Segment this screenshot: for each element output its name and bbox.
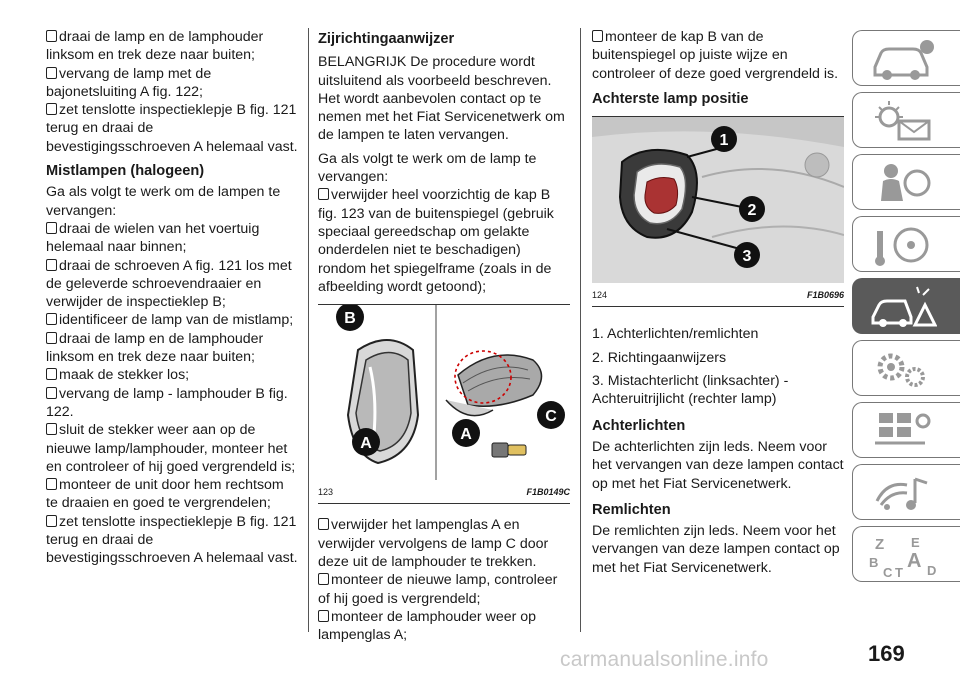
chapter-tabs [852,30,960,630]
bullet-item: vervang de lamp - lamphouder B fig. 122. [46,385,288,420]
figure-number: 123 [318,487,334,498]
column-divider [308,28,309,632]
breakdown-icon [867,285,937,329]
bullet-box-icon [318,188,329,200]
tab-breakdown[interactable] [852,278,960,334]
bullet-item: identificeer de lamp van de mistlamp; [46,311,298,329]
bullet-item: monteer de lamphouder weer op lampenglas A; [318,608,537,644]
bullet-item: maak de stekker los; [46,366,298,384]
index-icon [867,533,947,579]
figure-caption [318,480,570,503]
label-2: 2 [747,202,757,220]
bullet-item: monteer de unit door hem rechtsom te draaien en goed te vergrendelen; [46,477,284,512]
tab-index[interactable] [852,526,960,582]
paragraph: De remlichten zijn leds. Neem voor het vervangen van deze lampen contact op met het Fiat Servicenetwerk. [592,523,840,576]
tab-technical-data[interactable] [852,402,960,458]
column-divider [580,28,581,632]
bullet-item: monteer de kap B van de buitenspiegel op juiste wijze en controleer of deze goed vergrendeld is. [592,29,839,82]
tab-maintenance[interactable] [852,340,960,396]
bullet-box-icon [46,259,57,271]
important-note: BELANGRIJK De procedure wordt uitsluitend als voorbeeld beschreven. Het wordt aanbevolen contact op te nemen met het Fiat Servicenetwerk om de lampen te laten vervangen. [318,54,565,144]
figure-124-image [592,117,844,283]
figure-123 [318,304,570,504]
bullet-item: verwijder het lampenglas A en verwijder vervolgens de lamp C door deze uit de lamphouder te trekken. [318,517,549,571]
page-number: 169 [868,641,905,666]
figure-number: 124 [592,290,608,301]
column-3 [592,28,844,577]
column-2 [318,28,570,645]
label-c: C [545,408,557,426]
paragraph: De achterlichten zijn leds. Neem voor het vervangen van deze lampen contact op met het Fiat Servicenetwerk. [592,438,844,492]
list-item: 3. Mistachterlicht (linksachter) - Achteruitrijlicht (rechter lamp) [592,373,789,408]
bullet-box-icon [46,67,57,79]
bullet-box-icon [318,573,329,585]
bullet-box-icon [46,332,57,344]
tab-multimedia[interactable] [852,464,960,520]
bullet-item: draai de schroeven A fig. 121 los met de geleverde schroevendraaier en verwijder de inspectieklep B; [46,257,292,311]
section-heading-achterste-lamp: Achterste lamp positie [592,90,749,107]
bullet-item: sluit de stekker weer aan op de nieuwe lamp/lamphouder, monteer het en controleer of hij goed vergrendeld is; [46,422,296,475]
index-letter: E [911,535,920,550]
section-heading-zijrichtingaanwijzer: Zijrichtingaanwijzer [318,31,455,47]
bullet-box-icon [46,478,57,490]
figure-124 [592,116,844,307]
label-a: A [460,426,472,444]
intro-text: Ga als volgt te werk om de lampen te vervangen: [46,184,281,219]
bullet-box-icon [592,30,603,42]
bullet-item: verwijder heel voorzichtig de kap B fig. 123 van de buitenspiegel (gebruik speciaal gereedschap om gelakte onderdelen niet te beschadigen) rondom het spiegelframe (zoals in de afbeelding wordt getoond); [318,187,554,295]
tab-car[interactable] [852,30,960,86]
bullet-box-icon [46,387,57,399]
bullet-box-icon [46,515,57,527]
warning-lights-icon [867,99,937,143]
bullet-box-icon [318,610,329,622]
watermark: carmanualsonline.info [560,648,769,671]
bullet-item: zet tenslotte inspectieklepje B fig. 121 terug en draai de bevestigingsschroeven A helemaal vast. [46,513,298,567]
bullet-item: draai de lamp en de lamphouder linksom en trek deze naar buiten; [46,29,264,64]
intro-text: Ga als volgt te werk om de lamp te vervangen: [318,150,537,186]
bullet-box-icon [46,423,57,435]
list-item: 2. Richtingaanwijzers [592,349,727,366]
tab-airbag[interactable] [852,154,960,210]
label-a: A [360,435,372,453]
figure-code: F1B0696 [806,290,844,301]
index-letter: B [869,555,879,570]
tab-warning-lights[interactable] [852,92,960,148]
airbag-icon [867,161,937,205]
bullet-item: draai de lamp en de lamphouder linksom en trek deze naar buiten; [46,330,264,366]
bullet-box-icon [46,368,57,380]
figure-caption [592,283,844,306]
index-letter: T [895,565,903,579]
technical-data-icon [867,409,937,453]
figure-123-image [318,305,570,480]
list-item: 1. Achterlichten/remlichten [592,326,759,343]
bullet-box-icon [46,103,57,115]
rear-lamp-illustration [592,117,844,283]
label-b: B [344,310,356,328]
steering-wheel-icon [867,223,937,267]
bullet-box-icon [46,222,57,234]
bullet-item: monteer de nieuwe lamp, controleer of hij goed is vergrendeld; [318,572,558,607]
bullet-item: draai de wielen van het voertuig helemaal naar binnen; [46,220,260,256]
section-heading-remlichten: Remlichten [592,501,671,518]
maintenance-icon [867,347,937,391]
column-1 [46,28,298,568]
bullet-item: vervang de lamp met de bajonetsluiting A fig. 122; [46,65,212,100]
label-3: 3 [742,248,752,266]
section-heading-achterlichten: Achterlichten [592,417,686,434]
index-letter: A [907,550,922,572]
index-letter: D [927,563,937,578]
bullet-box-icon [46,313,57,325]
index-letter: Z [875,536,885,553]
tab-steering[interactable] [852,216,960,272]
bullet-item: zet tenslotte inspectieklepje B fig. 121 terug en draai de bevestigingsschroeven A helemaal vast. [46,102,298,155]
car-icon [867,37,937,81]
bullet-box-icon [46,30,57,42]
bullet-box-icon [318,518,329,530]
label-1: 1 [719,132,729,150]
multimedia-icon [867,471,937,515]
index-letter: C [883,565,893,579]
mirror-illustration [318,305,570,480]
figure-code: F1B0149C [526,487,570,498]
section-heading-mistlampen: Mistlampen (halogeen) [46,163,205,180]
